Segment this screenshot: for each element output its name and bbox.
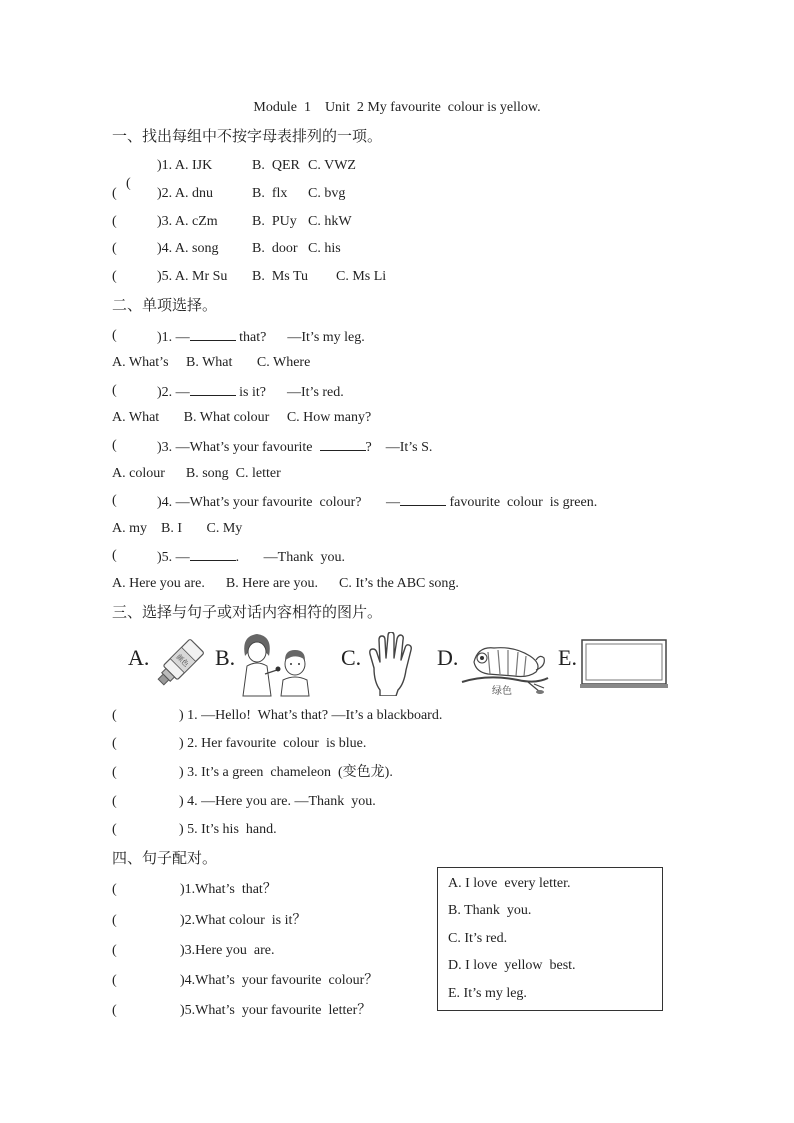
part1-q1: )1. A. IJK bbox=[157, 158, 213, 173]
section-4-heading: 四、句子配对。 bbox=[112, 849, 218, 867]
section-1-heading: 一、找出每组中不按字母表排列的一项。 bbox=[112, 127, 383, 145]
paren-open: ( bbox=[112, 241, 117, 256]
part1-q4-c: C. his bbox=[308, 241, 341, 256]
picture-label-e: E. bbox=[558, 645, 577, 670]
part1-q2-c: C. bvg bbox=[308, 186, 346, 201]
part4-item-4: )4.What’s your favourite colour？ bbox=[180, 973, 379, 988]
hand-icon bbox=[364, 632, 416, 696]
paren-open: ( bbox=[112, 765, 117, 780]
part3-item-5: ) 5. It’s his hand. bbox=[179, 822, 277, 837]
answer-options-box bbox=[437, 867, 663, 1011]
chameleon-label: 绿色 bbox=[492, 686, 512, 696]
answer-option-a: A. I love every letter. bbox=[448, 876, 571, 891]
part1-q3: )3. A. cZm bbox=[157, 214, 218, 229]
part1-q1-b: B. QER bbox=[252, 158, 300, 173]
paren-open: ( bbox=[112, 186, 117, 201]
blackboard-icon bbox=[580, 638, 668, 690]
answer-blank[interactable] bbox=[190, 547, 236, 561]
paren-open: ( bbox=[112, 269, 117, 284]
picture-label-d: D. bbox=[437, 645, 459, 670]
section-3-heading: 三、选择与句子或对话内容相符的图片。 bbox=[112, 603, 383, 621]
part1-q2: )2. A. dnu bbox=[157, 186, 213, 201]
paren-open: ( bbox=[112, 438, 117, 453]
part3-item-3: ) 3. It’s a green chameleon (变色龙). bbox=[179, 765, 393, 780]
paren-open: ( bbox=[112, 794, 117, 809]
paren-open: ( bbox=[112, 214, 117, 229]
part3-item-1: ) 1. —Hello! What’s that? —It’s a blackboard. bbox=[179, 708, 443, 723]
paren-open: ( bbox=[126, 176, 131, 191]
part1-q3-c: C. hkW bbox=[308, 214, 352, 229]
part2-question-1: )1. — that? —It’s my leg. bbox=[157, 327, 365, 347]
answer-option-c: C. It’s red. bbox=[448, 931, 508, 946]
part4-item-3: )3.Here you are. bbox=[180, 943, 275, 958]
paren-open: ( bbox=[112, 736, 117, 751]
chameleon-icon bbox=[458, 632, 550, 696]
answer-blank[interactable] bbox=[400, 492, 446, 506]
part2-options-3: A. colour B. song C. letter bbox=[112, 466, 281, 481]
section-2-heading: 二、单项选择。 bbox=[112, 296, 218, 314]
picture-label-a: A. bbox=[128, 645, 150, 670]
part1-q5-b: B. Ms Tu bbox=[252, 269, 309, 284]
answer-option-e: E. It’s my leg. bbox=[448, 986, 527, 1001]
part2-question-2: )2. — is it? —It’s red. bbox=[157, 382, 344, 402]
answer-blank[interactable] bbox=[320, 437, 366, 451]
paint-tube-label: 颜色 bbox=[174, 652, 191, 669]
paren-open: ( bbox=[112, 973, 117, 988]
part2-options-5: A. Here you are. B. Here are you. C. It’s the ABC song. bbox=[112, 576, 459, 591]
paren-open: ( bbox=[112, 943, 117, 958]
paint-tube-icon bbox=[150, 636, 206, 694]
part1-q4-b: B. door bbox=[252, 241, 298, 256]
part2-question-5: )5. — . —Thank you. bbox=[157, 547, 345, 567]
part1-q5: )5. A. Mr Su bbox=[157, 269, 228, 284]
paren-open: ( bbox=[112, 383, 117, 398]
part2-question-4: )4. —What’s your favourite colour? — favourite colour is green. bbox=[157, 492, 597, 512]
part1-q3-b: B. PUy bbox=[252, 214, 297, 229]
part4-item-5: )5.What’s your favourite letter？ bbox=[180, 1003, 372, 1018]
paren-open: ( bbox=[112, 548, 117, 563]
part4-item-1: )1.What’s that？ bbox=[180, 882, 277, 897]
part1-q4: )4. A. song bbox=[157, 241, 219, 256]
part2-options-2: A. What B. What colour C. How many? bbox=[112, 410, 372, 425]
part2-question-3: )3. —What’s your favourite ? —It’s S. bbox=[157, 437, 432, 457]
paren-open: ( bbox=[112, 882, 117, 897]
paren-open: ( bbox=[112, 708, 117, 723]
part1-q1-c: C. VWZ bbox=[308, 158, 356, 173]
answer-blank[interactable] bbox=[190, 382, 236, 396]
part1-q5-c: C. Ms Li bbox=[336, 269, 387, 284]
answer-option-b: B. Thank you. bbox=[448, 903, 532, 918]
answer-option-d: D. I love yellow best. bbox=[448, 958, 576, 973]
page-title: Module 1 Unit 2 My favourite colour is yellow. bbox=[253, 100, 541, 115]
picture-label-c: C. bbox=[341, 645, 362, 670]
part1-q2-b: B. flx bbox=[252, 186, 288, 201]
part2-options-1: A. What’s B. What C. Where bbox=[112, 355, 311, 370]
picture-label-b: B. bbox=[215, 645, 236, 670]
answer-blank[interactable] bbox=[190, 327, 236, 341]
part4-item-2: )2.What colour is it？ bbox=[180, 913, 307, 928]
part3-item-2: ) 2. Her favourite colour is blue. bbox=[179, 736, 367, 751]
part3-item-4: ) 4. —Here you are. —Thank you. bbox=[179, 794, 376, 809]
part2-options-4: A. my B. I C. My bbox=[112, 521, 243, 536]
paren-open: ( bbox=[112, 493, 117, 508]
paren-open: ( bbox=[112, 822, 117, 837]
girl-and-boy-icon bbox=[235, 630, 313, 698]
paren-open: ( bbox=[112, 328, 117, 343]
paren-open: ( bbox=[112, 1003, 117, 1018]
paren-open: ( bbox=[112, 913, 117, 928]
